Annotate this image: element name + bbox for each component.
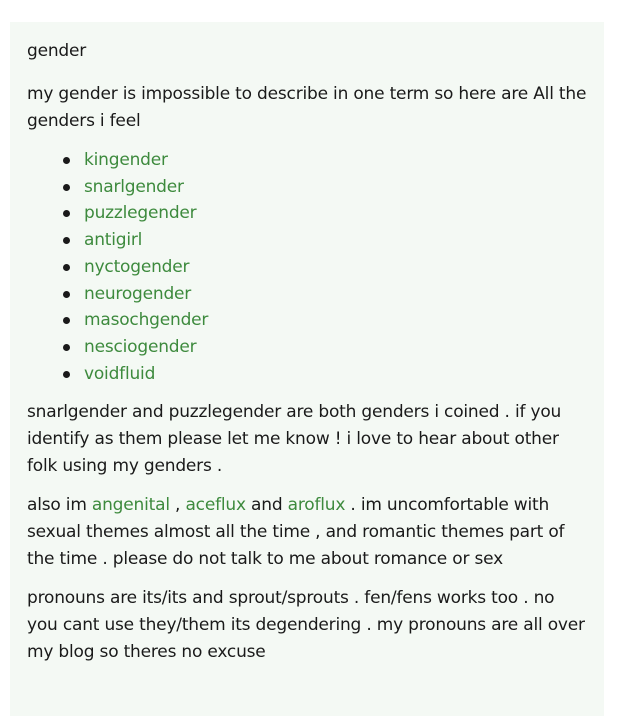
list-item [84,254,590,281]
intro-paragraph: my gender is impossible to describe in one term so here are All the genders i feel [27,84,587,131]
gender-link-nesciogender[interactable]: nesciogender [84,336,197,357]
gender-link-puzzlegender[interactable]: puzzlegender [84,203,197,224]
gender-link-kingender[interactable]: kingender [84,150,168,170]
list-item [84,227,590,254]
gender-link-nyctogender[interactable]: nyctogender [84,256,190,277]
coined-paragraph: snarlgender and puzzlegender are both genders i coined . if you identify as them please let me know ! i love to hear about other folk using my genders . [27,402,562,477]
orientation-separator: and [245,495,288,516]
orientation-link-aroflux[interactable]: aroflux [287,495,346,516]
gender-link-voidfluid[interactable]: voidfluid [84,363,156,384]
orientation-link-angenital[interactable]: angenital [91,495,170,516]
list-item [84,307,590,334]
gender-list [27,147,590,387]
list-item [84,361,590,388]
orientation-suffix: . im uncomfortable with sexual themes almost all the time , and romantic themes part of the time . please do not talk to me about romance or sex [27,495,565,570]
orientation-link-aceflux[interactable]: aceflux [185,495,246,516]
list-item [84,200,590,227]
post-panel [10,22,604,716]
gender-link-masochgender[interactable]: masochgender [84,310,209,331]
list-item [84,147,590,174]
list-item [84,174,590,201]
gender-link-antigirl[interactable]: antigirl [84,230,143,251]
orientation-paragraph [27,492,590,573]
gender-link-neurogender[interactable]: neurogender [84,283,192,304]
gender-link-snarlgender[interactable]: snarlgender [84,176,184,197]
orientation-prefix: also im [27,495,92,516]
list-item [84,281,590,308]
list-item [84,334,590,361]
orientation-separator: , [169,495,186,516]
pronouns-paragraph: pronouns are its/its and sprout/sprouts . fen/fens works too . no you cant use they/them its degendering . my pronouns are all over my blog so theres no excuse [27,588,585,663]
post-heading: gender [27,41,87,61]
